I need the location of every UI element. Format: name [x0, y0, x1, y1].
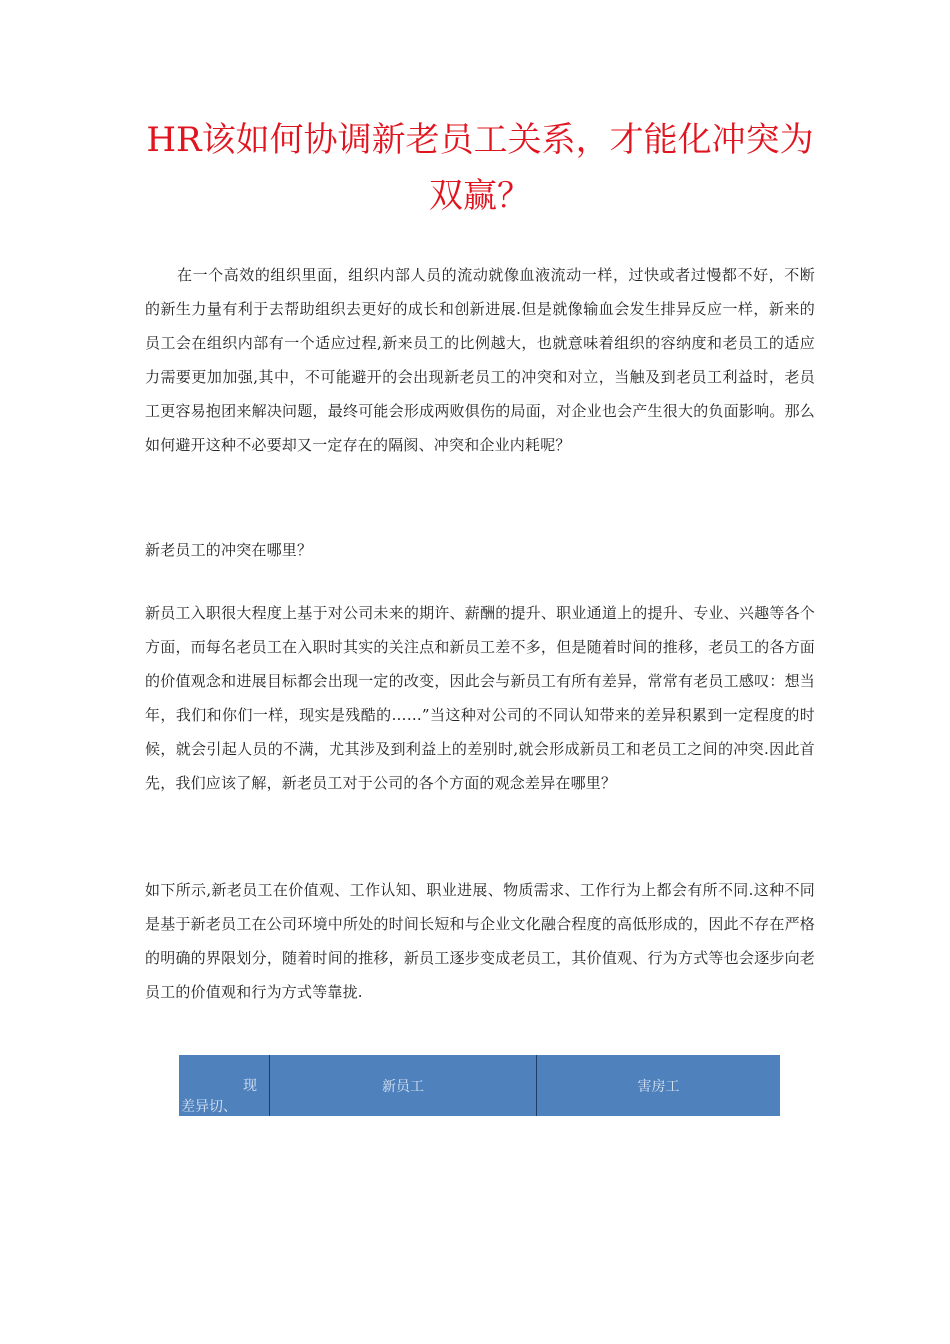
table-corner-cell — [179, 1055, 270, 1116]
comparison-table-header — [179, 1055, 780, 1116]
corner-label-top: 现 — [243, 1078, 257, 1094]
header-label-old: 害房工 — [637, 1078, 680, 1095]
section-heading: 新老员工的冲突在哪里？ — [145, 541, 313, 559]
corner-label-bottom: 差异切、 — [181, 1099, 237, 1115]
page-title: HR该如何协调新老员工关系，才能化冲突为双赢？ — [146, 120, 814, 216]
intro-paragraph: 在一个高效的组织里面，组织内部人员的流动就像血液流动一样，过快或者过慢都不好，不断的新生力量有利于去帮助组织去更好的成长和创新进展.但是就像输血会发生排异反应一样，新来的员工会在组织内部有一个适应过程,新来员工的比例越大，也就意味着组织的容纳度和老员工的适应力需要更加加强,其中，不可能避开的会出现新老员工的冲突和对立，当触及到老员工利益时，老员工更容易抱团来解决问题，最终可能会形成两败俱伤的局面，对企业也会产生很大的负面影响。那么如何避开这种不必要却又一定存在的隔阂、冲突和企业内耗呢？ — [145, 266, 815, 454]
conflict-paragraph: 新员工入职很大程度上基于对公司未来的期许、薪酬的提升、职业通道上的提升、专业、兴趣等各个方面，而每名老员工在入职时其实的关注点和新员工差不多，但是随着时间的推移，老员工的各方面的价值观念和进展目标都会出现一定的改变，因此会与新员工有所有差异，常常有老员工感叹：想当年，我们和你们一样，现实是残酷的……”当这种对公司的不同认知带来的差异积累到一定程度的时候，就会引起人员的不满，尤其涉及到利益上的差别时,就会形成新员工和老员工之间的冲突.因此首先，我们应该了解，新老员工对于公司的各个方面的观念差异在哪里？ — [145, 604, 815, 792]
difference-paragraph: 如下所示,新老员工在价值观、工作认知、职业进展、物质需求、工作行为上都会有所不同.这种不同是基于新老员工在公司环境中所处的时间长短和与企业文化融合程度的高低形成的，因此不存在严格的明确的界限划分，随着时间的推移，新员工逐步变成老员工，其价值观、行为方式等也会逐步向老员工的价值观和行为方式等靠拢. — [145, 881, 815, 1001]
table-header-new-employee — [270, 1055, 537, 1116]
header-label-new: 新员工 — [382, 1078, 424, 1095]
table-header-old-employee — [537, 1055, 780, 1116]
